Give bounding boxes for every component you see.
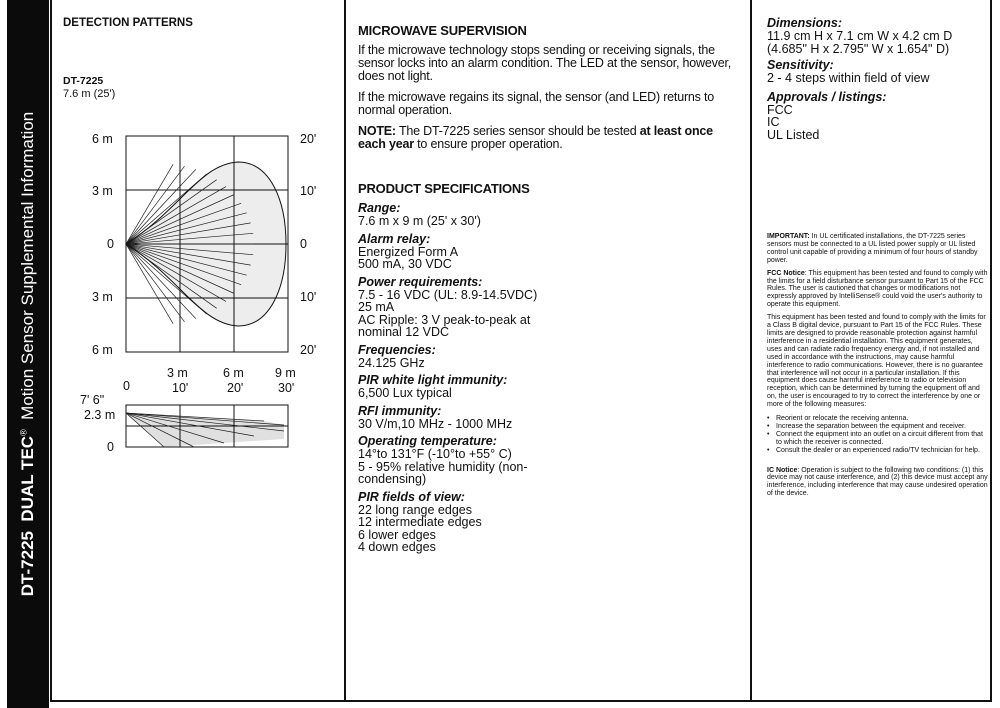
bottom-label-6m: 6 m [223, 366, 244, 380]
bottom-label-20ft: 20' [227, 381, 244, 395]
dimensions-label: Dimensions: [767, 16, 843, 30]
right-label-20ft-bottom: 20' [300, 343, 317, 357]
spec-item [358, 435, 736, 486]
spec-value: 24.125 GHz [358, 355, 425, 370]
right-label-zero: 0 [300, 237, 307, 251]
divider-col2 [344, 0, 346, 700]
spec-item [358, 405, 736, 431]
sidebar-subtitle: Motion Sensor Supplemental Information [18, 111, 37, 420]
spec-label: Range: [358, 201, 401, 215]
divider-left [50, 0, 52, 700]
approvals-value: FCC IC UL Listed [767, 102, 820, 142]
top-view-pattern-diagram [120, 130, 300, 362]
spec-value: 22 long range edges 12 intermediate edges 6 lower edges 4 down edges [358, 502, 482, 554]
right-label-10ft-top: 10' [300, 184, 317, 198]
list-item: • Connect the equipment into an outlet on a circuit different from that to which the receiver is connected. [767, 431, 989, 447]
side-height-m: 2.3 m [84, 408, 116, 422]
right-label-10ft-bottom: 10' [300, 290, 317, 304]
left-label-6m-top: 6 m [92, 132, 113, 146]
fcc-label: FCC Notice [767, 269, 805, 277]
spec-value: 7.6 m x 9 m (25' x 30') [358, 214, 481, 228]
spec-label: Power requirements: [358, 274, 483, 289]
right-label-20ft-top: 20' [300, 132, 317, 146]
side-zone-fill [126, 413, 284, 447]
spec-list [358, 202, 736, 554]
left-label-zero: 0 [107, 237, 114, 251]
left-label-3m-bottom: 3 m [92, 290, 113, 304]
microwave-paragraph-2: If the microwave regains its signal, the sensor (and LED) returns to normal operation. [358, 90, 715, 117]
sidebar-brand: DUAL TEC [18, 435, 37, 522]
detection-range: 7.6 m (25') [63, 88, 116, 100]
microwave-heading: MICROWAVE SUPERVISION [358, 23, 527, 38]
bottom-label-10ft: 10' [172, 381, 189, 395]
important-notice [767, 233, 989, 265]
spec-item [358, 202, 736, 228]
spec-item [358, 276, 736, 339]
spec-label: RFI immunity: [358, 403, 442, 418]
detection-model: DT-7225 [63, 75, 104, 87]
important-text: In UL certificated installations, the DT-7225 series sensors must be connected to a UL listed power supply or UL listed control unit capable of providing a minimum of four hours of standby power. [767, 233, 978, 264]
sidebar-reg-mark: ® [18, 429, 29, 436]
microwave-note [358, 125, 736, 151]
spec-item [358, 491, 736, 554]
spec-item [358, 344, 736, 370]
fcc-notice [767, 270, 989, 310]
dimensions-value: 11.9 cm H x 7.1 cm W x 4.2 cm D (4.685" H x 2.795" W x 1.654" D) [767, 29, 953, 56]
bottom-label-9m: 9 m [275, 366, 296, 380]
sidebar-title [18, 112, 38, 596]
spec-item [358, 374, 736, 400]
microwave-paragraph-1: If the microwave technology stops sending or receiving signals, the sensor locks into an alarm condition. The LED at the sensor, however, does not light. [358, 43, 731, 83]
left-label-3m-top: 3 m [92, 184, 113, 198]
spec-label: Alarm relay: [358, 231, 431, 246]
ic-label: IC Notice [767, 466, 798, 474]
ic-text: : Operation is subject to the following two conditions: (1) this device may not cause interference, and (2) this device must accept any interference, including interference that may cause undesired operation of the device. [767, 466, 988, 498]
microwave-section [358, 23, 736, 151]
side-view-pattern-diagram [124, 403, 292, 451]
specifications-section [358, 181, 736, 559]
spec-value: 6,500 Lux typical [358, 386, 452, 400]
spec-value: 14°to 131°F (-10°to +55° C) 5 - 95% relative humidity (non- condensing) [358, 447, 528, 486]
spec-value: 30 V/m,10 MHz - 1000 MHz [358, 416, 513, 431]
list-item: • Increase the separation between the equipment and receiver. [767, 423, 989, 431]
ic-notice [767, 467, 989, 499]
left-label-6m-bottom: 6 m [92, 343, 113, 357]
note-text-b: at least once each year [358, 124, 713, 151]
note-label: NOTE: [358, 124, 396, 138]
list-item: • Reorient or relocate the receiving antenna. [767, 415, 989, 423]
sensitivity-label: Sensitivity: [767, 58, 834, 72]
side-zero: 0 [107, 440, 114, 454]
interference-measures-list [767, 415, 989, 455]
fcc-text: : This equipment has been tested and found to comply with the limits for a field disturbance sensor pursuant to Part 15 of the FCC Rules. The user is cautioned that changes or modifications not expressly approved by IntelliSense® could void the user's authority to operate this equipment. [767, 269, 988, 309]
spec-label: Operating temperature: [358, 434, 497, 448]
divider-bottom [50, 700, 992, 702]
bottom-label-30ft: 30' [278, 381, 295, 395]
spec-label: PIR white light immunity: [358, 373, 508, 387]
list-item: • Consult the dealer or an experienced radio/TV technician for help. [767, 447, 989, 455]
sidebar-model: DT-7225 [18, 531, 37, 597]
spec-label: PIR fields of view: [358, 489, 465, 504]
detection-zone-outline [126, 162, 286, 326]
spec-item [358, 233, 736, 271]
side-height-ft: 7' 6" [80, 393, 105, 407]
divider-col3 [750, 0, 752, 700]
note-text-c: to ensure proper operation. [413, 137, 563, 151]
important-label: IMPORTANT: [767, 233, 810, 240]
spec-value: Energized Form A 500 mA, 30 VDC [358, 244, 459, 271]
notices-section [767, 233, 989, 498]
class-b-notice: This equipment has been tested and found to comply with the limits for a Class B digital device, pursuant to Part 15 of the FCC Rules. These limits are designed to provide reasonable protection against harmful interference in a residential installation. This equipment generates, uses and can radiate radio frequency energy and, if not installed and used in accordance with the instructions, may cause harmful interference to radio communications. However, there is no guarantee that interference will not occur in a particular installation. If this equipment does cause harmful interference to radio or television reception, which can be determined by turning the equipment off and on, the user is encouraged to try to correct the interference by one or more of the following measures: [767, 314, 986, 409]
spec-label: Frequencies: [358, 342, 436, 357]
sensitivity-value: 2 - 4 steps within field of view [767, 71, 930, 85]
bottom-label-3m: 3 m [167, 366, 188, 380]
note-text-a: The DT-7225 series sensor should be tested [395, 124, 640, 138]
bottom-label-0ft: 0 [123, 379, 130, 393]
ratings-section [767, 17, 992, 141]
detection-heading: DETECTION PATTERNS [63, 17, 193, 29]
approvals-label: Approvals / listings: [767, 89, 887, 104]
specs-heading: PRODUCT SPECIFICATIONS [358, 181, 530, 196]
sidebar-band [7, 0, 49, 708]
spec-value: 7.5 - 16 VDC (UL: 8.9-14.5VDC) 25 mA AC Ripple: 3 V peak-to-peak at nominal 12 VDC [358, 287, 538, 339]
